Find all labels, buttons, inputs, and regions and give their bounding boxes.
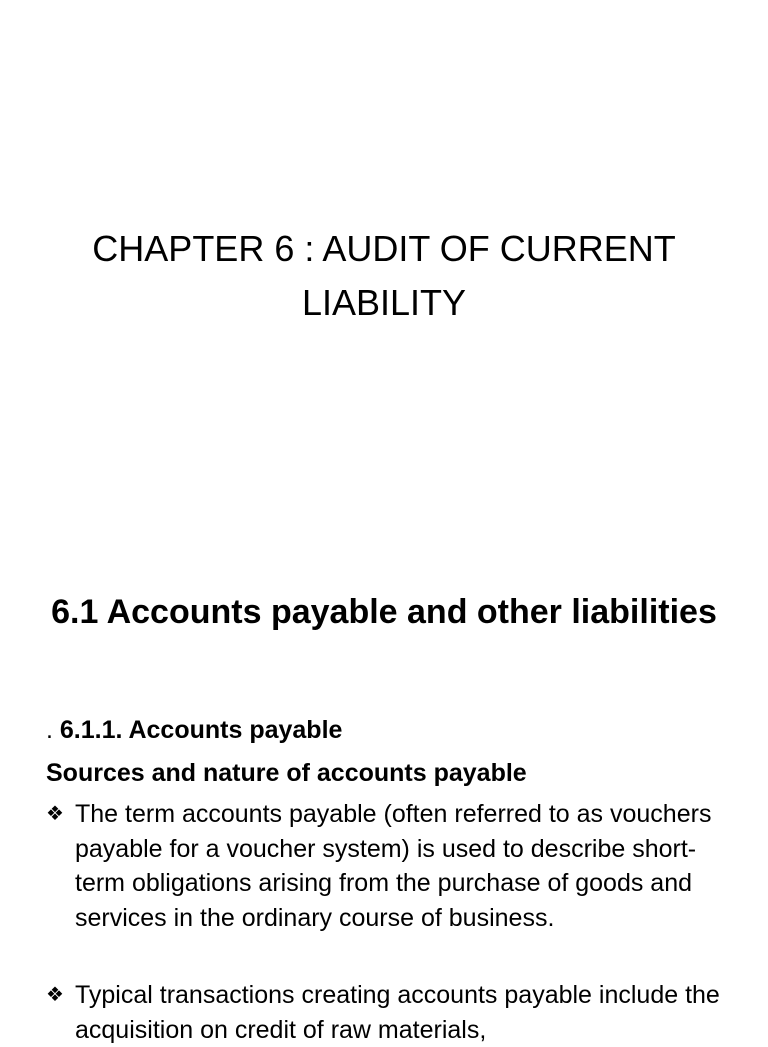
section-title: 6.1 Accounts payable and other liabilities: [51, 593, 717, 631]
bullet-item: [46, 978, 736, 1047]
nature-heading: Sources and nature of accounts payable: [46, 759, 527, 787]
subsection-label: 6.1.1. Accounts payable: [59, 716, 343, 744]
bullet-text: The term accounts payable (often referred to as vouchers payable for a voucher system) is used to describe short-term obligations arising from the purchase of goods and services in the ordinary course of business.: [75, 800, 712, 932]
diamond-bullet-icon: ❖: [46, 803, 64, 825]
bullet-item: [46, 797, 736, 935]
subsection-prefix: .: [46, 716, 60, 744]
bullet-text: Typical transactions creating accounts payable include the acquisition on credit of raw materials,: [75, 981, 720, 1044]
diamond-bullet-icon: ❖: [46, 984, 64, 1006]
chapter-title: CHAPTER 6 : AUDIT OF CURRENT LIABILITY: [92, 228, 676, 323]
subsection-heading: [46, 713, 342, 747]
